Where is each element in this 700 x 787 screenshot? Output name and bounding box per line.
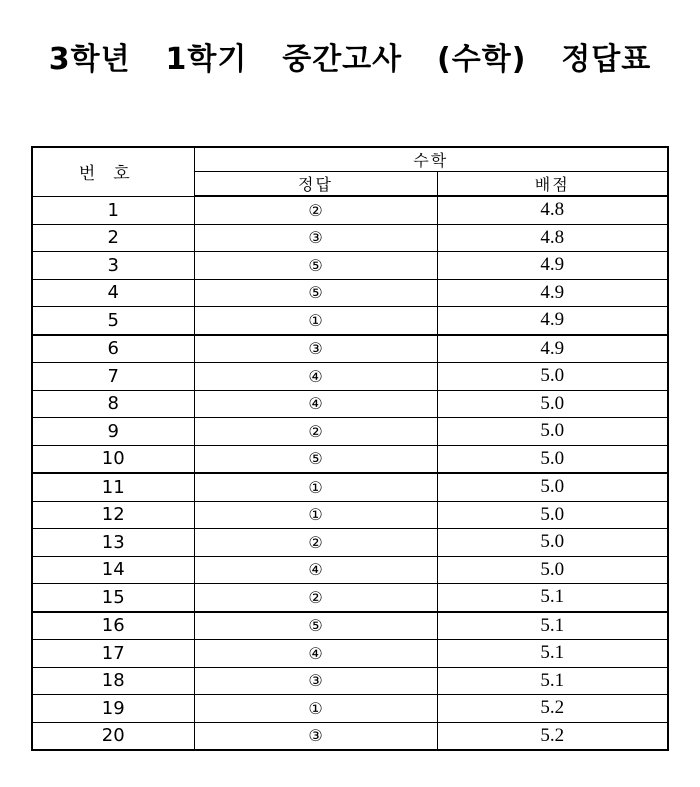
question-number: 9 <box>32 418 194 446</box>
answer-cell: ① <box>194 501 437 529</box>
table-row <box>32 196 668 224</box>
answer-cell: ④ <box>194 390 437 418</box>
answer-cell: ④ <box>194 363 437 391</box>
answer-key-table <box>31 146 669 751</box>
answer-cell: ③ <box>194 722 437 750</box>
table-row <box>32 418 668 446</box>
question-number: 16 <box>32 612 194 640</box>
answer-cell: ② <box>194 584 437 612</box>
question-number: 8 <box>32 390 194 418</box>
score-cell: 5.0 <box>437 529 668 557</box>
score-cell: 5.1 <box>437 612 668 640</box>
question-number: 4 <box>32 279 194 307</box>
score-cell: 5.0 <box>437 501 668 529</box>
score-cell: 4.9 <box>437 307 668 335</box>
answer-cell: ③ <box>194 224 437 252</box>
table-row <box>32 279 668 307</box>
answer-cell: ① <box>194 695 437 723</box>
question-number: 15 <box>32 584 194 612</box>
page-title: 3학년 1학기 중간고사 (수학) 정답표 <box>48 42 652 77</box>
score-cell: 5.0 <box>437 418 668 446</box>
table-row <box>32 224 668 252</box>
question-number: 14 <box>32 556 194 584</box>
score-cell: 4.9 <box>437 252 668 280</box>
answer-cell: ① <box>194 307 437 335</box>
question-number: 6 <box>32 335 194 363</box>
answer-cell: ① <box>194 473 437 501</box>
answer-cell: ② <box>194 529 437 557</box>
table-row <box>32 390 668 418</box>
question-number: 1 <box>32 196 194 224</box>
table-row <box>32 640 668 668</box>
question-number: 20 <box>32 722 194 750</box>
table-row <box>32 473 668 501</box>
score-cell: 5.0 <box>437 390 668 418</box>
answer-cell: ② <box>194 418 437 446</box>
table-row <box>32 584 668 612</box>
table-row <box>32 335 668 363</box>
answer-cell: ⑤ <box>194 445 437 473</box>
table-row <box>32 307 668 335</box>
table-row <box>32 363 668 391</box>
question-number: 5 <box>32 307 194 335</box>
score-cell: 5.0 <box>437 473 668 501</box>
answer-cell: ⑤ <box>194 612 437 640</box>
score-cell: 5.0 <box>437 445 668 473</box>
question-number: 3 <box>32 252 194 280</box>
score-cell: 5.2 <box>437 722 668 750</box>
question-number: 19 <box>32 695 194 723</box>
score-cell: 4.9 <box>437 335 668 363</box>
header-answer: 정답 <box>194 172 437 197</box>
score-cell: 5.0 <box>437 363 668 391</box>
table-row <box>32 252 668 280</box>
answer-cell: ⑤ <box>194 252 437 280</box>
question-number: 13 <box>32 529 194 557</box>
score-cell: 5.1 <box>437 640 668 668</box>
table-row <box>32 722 668 750</box>
answer-cell: ④ <box>194 556 437 584</box>
question-number: 17 <box>32 640 194 668</box>
answer-cell: ③ <box>194 335 437 363</box>
header-score: 배점 <box>437 172 668 197</box>
table-row <box>32 612 668 640</box>
score-cell: 5.1 <box>437 667 668 695</box>
score-cell: 4.9 <box>437 279 668 307</box>
score-cell: 5.1 <box>437 584 668 612</box>
answer-cell: ⑤ <box>194 279 437 307</box>
answer-cell: ② <box>194 196 437 224</box>
table-row <box>32 667 668 695</box>
score-cell: 5.0 <box>437 556 668 584</box>
score-cell: 4.8 <box>437 224 668 252</box>
question-number: 18 <box>32 667 194 695</box>
question-number: 10 <box>32 445 194 473</box>
score-cell: 5.2 <box>437 695 668 723</box>
table-row <box>32 695 668 723</box>
table-body <box>32 196 668 750</box>
table-row <box>32 529 668 557</box>
answer-cell: ④ <box>194 640 437 668</box>
table-row <box>32 445 668 473</box>
score-cell: 4.8 <box>437 196 668 224</box>
answer-cell: ③ <box>194 667 437 695</box>
table-row <box>32 501 668 529</box>
question-number: 7 <box>32 363 194 391</box>
question-number: 12 <box>32 501 194 529</box>
header-number: 번호 <box>32 147 194 196</box>
table-row <box>32 556 668 584</box>
header-subject: 수학 <box>194 147 668 172</box>
question-number: 11 <box>32 473 194 501</box>
question-number: 2 <box>32 224 194 252</box>
